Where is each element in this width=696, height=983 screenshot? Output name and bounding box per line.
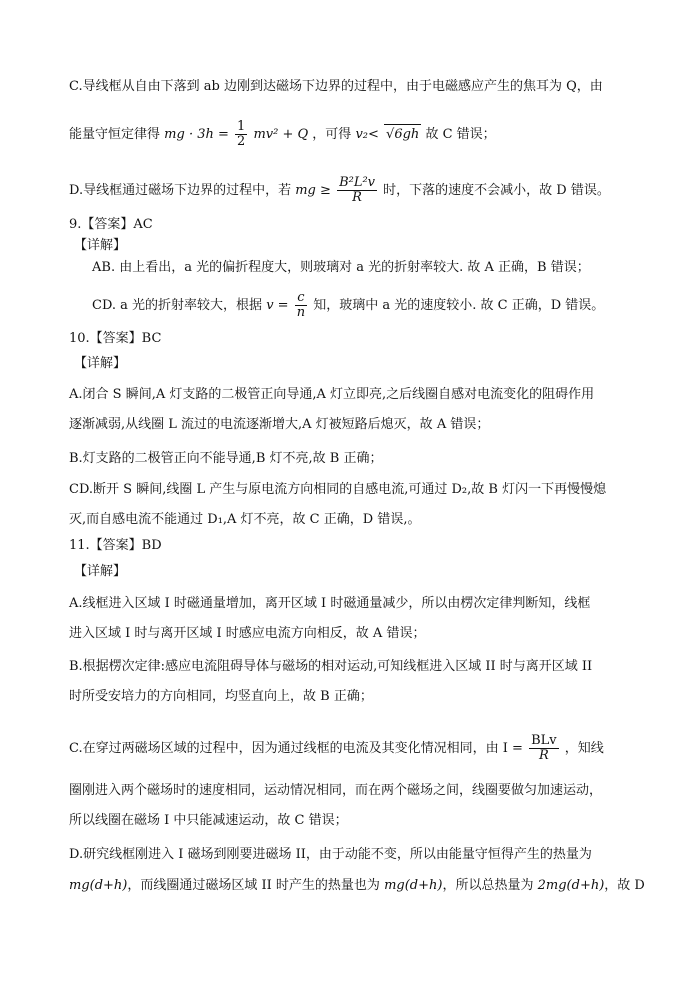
- question-heading: 9.【答案】AC: [69, 217, 153, 232]
- fraction-denominator: R: [538, 748, 549, 763]
- question-heading: 10.【答案】BC: [69, 331, 162, 346]
- text-line: 灭,而自感电流不能通过 D₁,A 灯不亮，故 C 正确，D 错误,。: [69, 512, 421, 527]
- math-span: v₂<: [355, 127, 379, 142]
- math-span: I =: [502, 741, 523, 756]
- question-heading: 11.【答案】BD: [69, 538, 162, 553]
- fraction-denominator: R: [352, 190, 362, 205]
- text-line: A.线框进入区域 I 时磁通量增加，离开区域 I 时磁通量减少，所以由楞次定律判断知，线框: [69, 596, 591, 611]
- text-span: 时，下落的速度不会减小，故 D 错误。: [383, 183, 610, 198]
- math-span: 2mg(d+h): [537, 878, 605, 893]
- text-line: D.研究线框刚进入 I 磁场到刚要进磁场 II，由于动能不变，所以由能量守恒得产生的热量为: [69, 847, 592, 862]
- math-span: mg · 3h =: [164, 127, 229, 142]
- text-span: ，所以总热量为: [442, 878, 534, 893]
- text-line: C.导线框从自由下落到 ab 边刚到达磁场下边界的过程中，由于电磁感应产生的焦耳为 Q，由: [69, 79, 603, 94]
- text-line: AB. 由上看出，a 光的偏折程度大，则玻璃对 a 光的折射率较大. 故 A 正确，B 错误；: [92, 260, 590, 275]
- detail-label: 【详解】: [74, 564, 127, 579]
- text-line: B.灯支路的二极管正向不能导通,B 灯不亮,故 B 正确；: [69, 451, 383, 466]
- fraction-numerator: c: [295, 291, 307, 306]
- text-span: CD. a 光的折射率较大，根据: [92, 298, 263, 313]
- fraction-numerator: B²L²v: [339, 175, 376, 190]
- fraction-denominator: n: [296, 305, 306, 320]
- text-line: 所以线圈在磁场 I 中只能减速运动，故 C 错误；: [69, 813, 348, 828]
- text-line: 逐渐减弱,从线圈 L 流过的电流逐渐增大,A 灯被短路后熄灭，故 A 错误；: [69, 417, 490, 432]
- fraction: [235, 120, 247, 149]
- math-span: mg ≥: [295, 183, 331, 198]
- text-line: CD.断开 S 瞬间,线圈 L 产生与原电流方向相同的自感电流,可通过 D₂,故 B 灯闪一下再慢慢熄: [69, 482, 607, 497]
- equation-line: [69, 734, 604, 763]
- text-line: 圈刚进入两个磁场时的速度相同，运动情况相同，而在两个磁场之间，线圈要做匀加速运动，: [69, 783, 603, 798]
- text-span: ，知线: [564, 741, 604, 756]
- math-span: mg(d+h): [384, 878, 443, 893]
- equation-line: [69, 876, 645, 896]
- text-span: 知，玻璃中 a 光的速度较小. 故 C 正确，D 错误。: [313, 298, 605, 313]
- detail-label: 【详解】: [74, 356, 127, 371]
- fraction-numerator: 1: [237, 119, 246, 134]
- equation-line: [69, 176, 610, 205]
- text-span: 能量守恒定律得: [69, 127, 161, 142]
- fraction-denominator: 2: [237, 134, 246, 149]
- text-line: A.闭合 S 瞬间,A 灯支路的二极管正向导通,A 灯立即亮,之后线圈自感对电流变化的阻碍作用: [69, 387, 595, 402]
- equation-line: [92, 291, 604, 320]
- fraction: [529, 734, 559, 763]
- sqrt-content: 6gh: [394, 127, 420, 142]
- fraction-numerator: BLv: [531, 733, 557, 748]
- detail-label: 【详解】: [74, 238, 127, 253]
- text-span: 故 C 错误；: [425, 127, 496, 142]
- text-line: 时所受安培力的方向相同，均竖直向上，故 B 正确；: [69, 689, 373, 704]
- text-span: ，可得: [312, 127, 352, 142]
- text-span: D.导线框通过磁场下边界的过程中，若: [69, 183, 292, 198]
- fraction: [337, 176, 377, 205]
- math-span: mg(d+h): [69, 878, 128, 893]
- equation-line: [69, 120, 496, 149]
- text-span: ，故 D: [604, 878, 645, 893]
- math-span: mv² + Q: [253, 127, 309, 142]
- fraction: [295, 291, 307, 320]
- text-line: 进入区域 I 时与离开区域 I 时感应电流方向相反，故 A 错误；: [69, 626, 426, 641]
- text-span: C.在穿过两磁场区域的过程中，因为通过线框的电流及其变化情况相同，由: [69, 741, 499, 756]
- sqrt-expression: √6gh: [384, 124, 421, 145]
- text-span: ，而线圈通过磁场区域 II 时产生的热量也为: [127, 878, 380, 893]
- math-span: v =: [266, 298, 289, 313]
- text-line: B.根据楞次定律:感应电流阻碍导体与磁场的相对运动,可知线框进入区域 II 时与离开区域 II: [69, 659, 593, 674]
